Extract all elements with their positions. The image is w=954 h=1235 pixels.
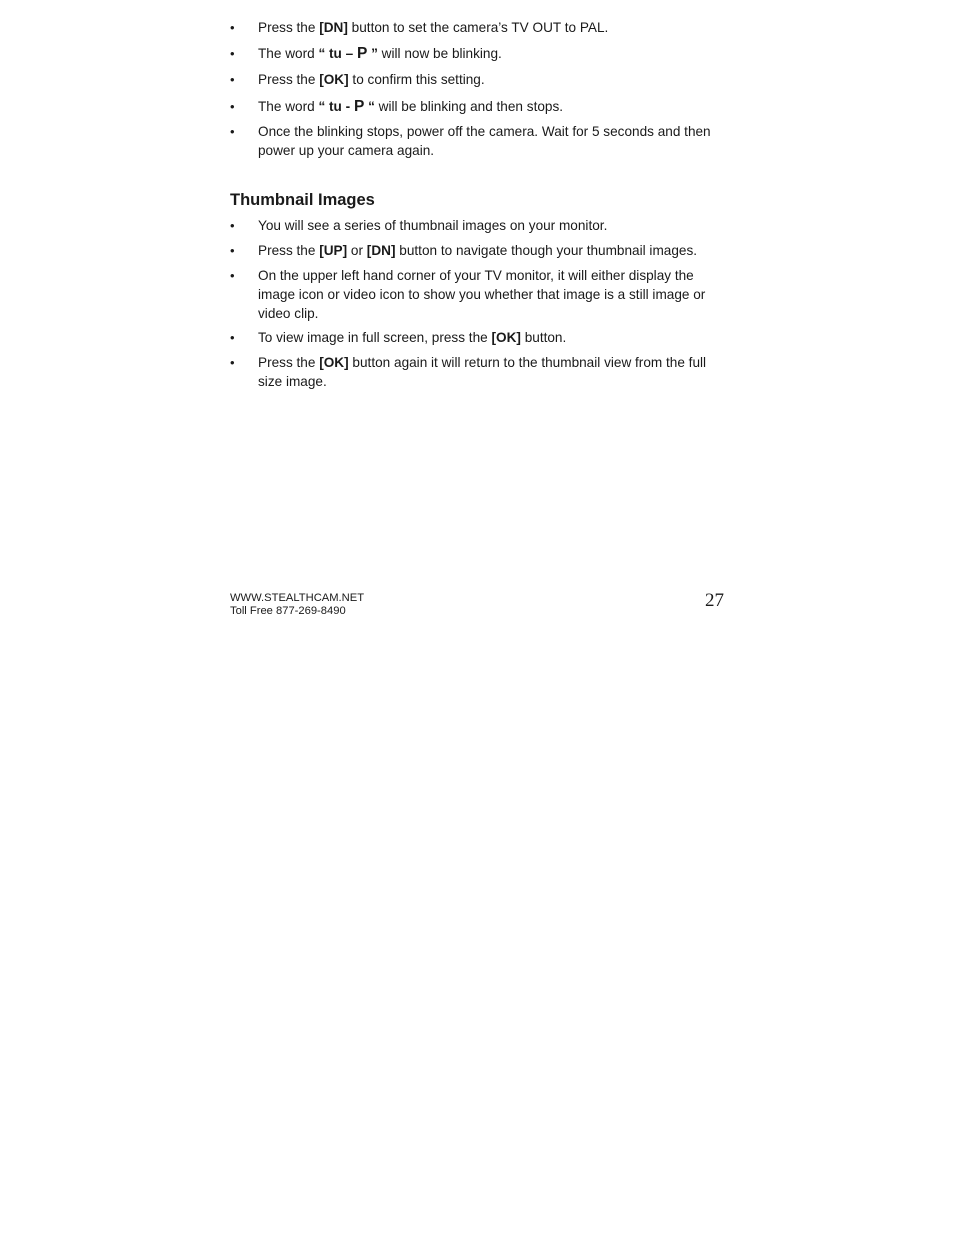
button-reference: [UP] <box>319 243 348 258</box>
text-segment: Press the <box>258 243 320 258</box>
button-reference: [OK] <box>319 355 349 370</box>
text-segment: Press the <box>258 355 320 370</box>
text-segment: button to navigate though your thumbnail images. <box>395 243 698 258</box>
item-text <box>258 70 726 89</box>
bullet: • <box>230 218 235 233</box>
item-text: On the upper left hand corner of your TV monitor, it will either display the image icon or video icon to show you whether that image is a still image or video clip. <box>258 268 706 321</box>
bullet: • <box>230 72 235 87</box>
text-segment: The word <box>258 46 319 61</box>
bullet: • <box>230 46 235 61</box>
display-code: ” <box>367 46 378 61</box>
text-segment: To view image in full screen, press the <box>258 330 492 345</box>
footer-contact <box>230 592 364 617</box>
item-text <box>258 44 726 63</box>
text-segment: button. <box>520 330 567 345</box>
bullet: • <box>230 355 235 370</box>
footer-website: WWW.STEALTHCAM.NET <box>230 592 365 604</box>
footer-phone: Toll Free 877-269-8490 <box>230 604 346 617</box>
button-reference: [OK] <box>319 72 349 87</box>
item-text <box>258 18 726 36</box>
text-segment: The word <box>258 99 319 114</box>
text-segment: Press the <box>258 72 320 87</box>
display-code: P <box>356 45 368 62</box>
button-reference: [OK] <box>491 330 521 345</box>
display-code: “ tu – <box>318 46 357 61</box>
text-segment: or <box>347 243 367 258</box>
text-segment: Press the <box>258 20 320 35</box>
display-code: “ tu - <box>318 99 354 114</box>
bullet: • <box>230 330 235 345</box>
bullet: • <box>230 124 235 139</box>
item-text: You will see a series of thumbnail images on your monitor. <box>258 218 608 233</box>
item-text <box>258 328 726 347</box>
bullet: • <box>230 20 235 35</box>
text-segment: button to set the camera’s TV OUT to PAL. <box>347 20 609 35</box>
item-text <box>258 241 726 260</box>
item-text <box>258 353 726 391</box>
item-text: Once the blinking stops, power off the camera. Wait for 5 seconds and then power up your camera again. <box>258 124 711 158</box>
display-code: P <box>353 98 365 115</box>
text-segment: will now be blinking. <box>377 46 502 61</box>
button-reference: [DN] <box>319 20 348 35</box>
display-code: “ <box>364 99 375 114</box>
bullet: • <box>230 99 235 114</box>
button-reference: [DN] <box>366 243 396 258</box>
item-text <box>258 97 726 116</box>
text-segment: button again it will return to the thumbnail view from the full size image. <box>258 355 707 389</box>
text-segment: will be blinking and then stops. <box>374 99 564 114</box>
bullet: • <box>230 243 235 258</box>
text-segment: to confirm this setting. <box>348 72 485 87</box>
section-heading: Thumbnail Images <box>230 191 375 209</box>
bullet: • <box>230 268 235 283</box>
page-number: 27 <box>705 590 724 611</box>
cropped-top-region <box>230 0 726 36</box>
